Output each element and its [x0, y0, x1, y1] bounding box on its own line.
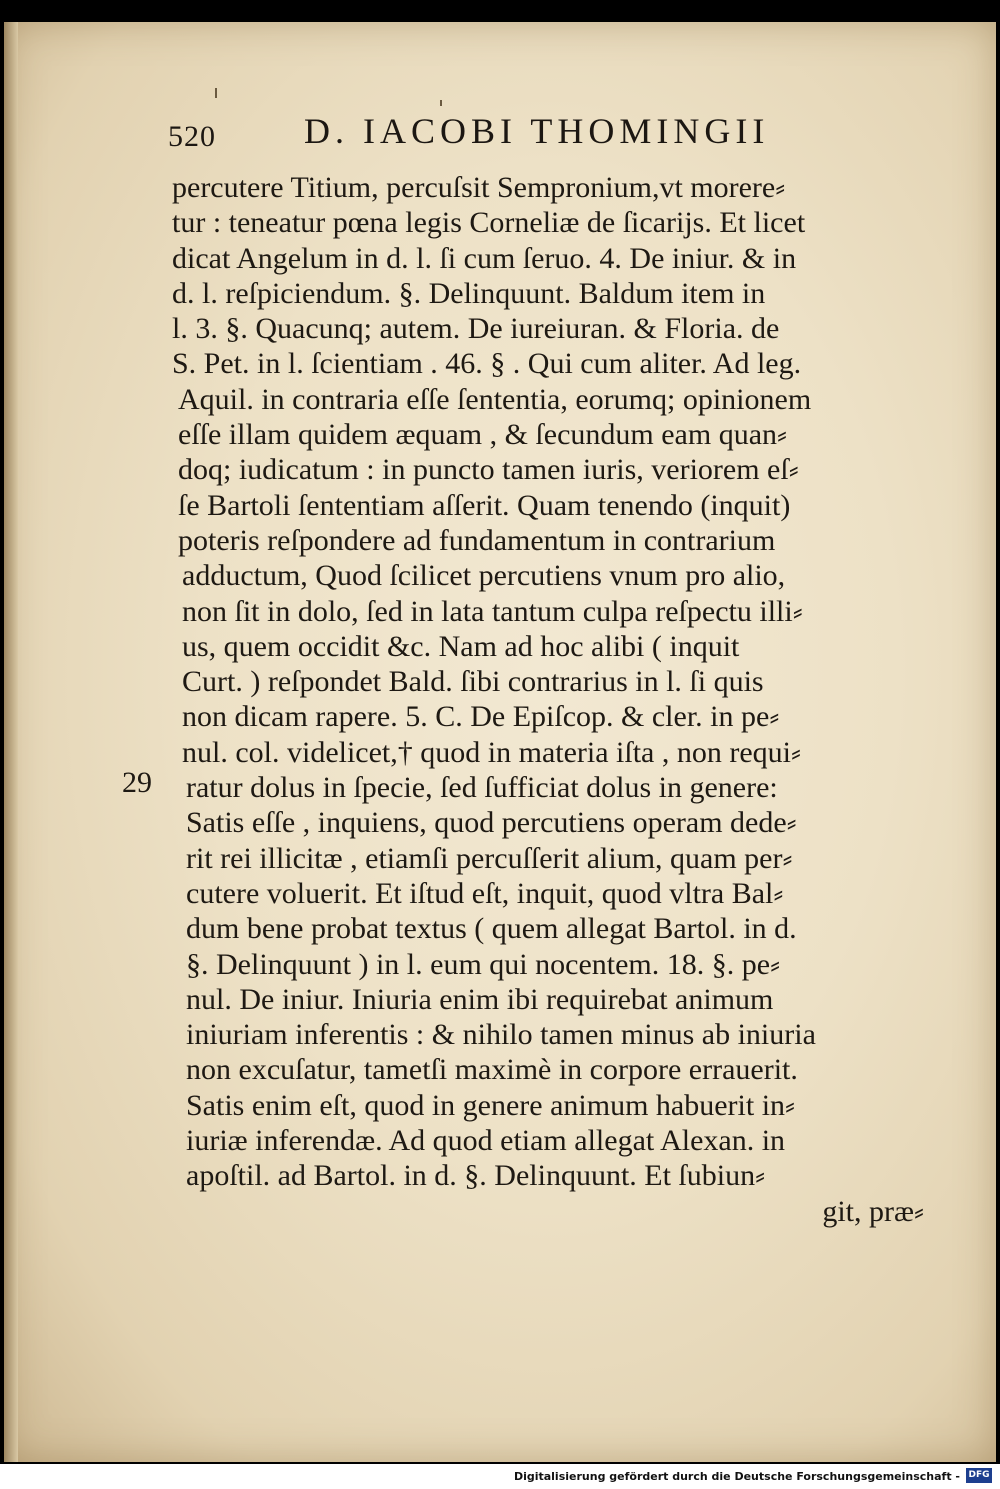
dfg-logo-icon: DFG — [966, 1468, 992, 1483]
text-line: dum bene probat textus ( quem allegat Bartol. in d. — [186, 912, 797, 946]
text-line: non ſit in dolo, ſed in lata tantum culpa reſpectu illi⸗ — [182, 594, 803, 628]
page-gutter — [4, 22, 18, 1462]
text-line: tur : teneatur pœna legis Corneliæ de ſicarijs. Et licet — [172, 206, 806, 240]
catchword: git, præ⸗ — [822, 1194, 924, 1228]
text-line: dicat Angelum in d. l. ſi cum ſeruo. 4. De iniur. & in — [172, 241, 797, 275]
text-line: ratur dolus in ſpecie, ſed ſufficiat dolus in genere: — [186, 771, 778, 805]
text-line: d. l. reſpiciendum. §. Delinquunt. Baldum item in — [172, 276, 766, 310]
page-header — [164, 110, 924, 156]
text-line: §. Delinquunt ) in l. eum qui nocentem. 18. §. pe⸗ — [186, 947, 781, 981]
text-line: ſe Bartoli ſententiam aſſerit. Quam tenendo (inquit) — [178, 488, 791, 522]
main-text-block — [170, 170, 930, 1229]
text-line: iuriæ inferendæ. Ad quod etiam allegat Alexan. in — [186, 1124, 786, 1158]
text-line: Curt. ) reſpondet Bald. ſibi contrarius in l. ſi quis — [182, 665, 764, 699]
text-line: Satis enim eſt, quod in genere animum habuerit in⸗ — [186, 1088, 796, 1122]
running-head: D. IACOBI THOMINGII — [304, 111, 770, 151]
margin-section-number: 29 — [122, 766, 152, 799]
text-line: poteris reſpondere ad fundamentum in contrarium — [178, 523, 776, 557]
text-line: apoſtil. ad Bartol. in d. §. Delinquunt. Et ſubiun⸗ — [186, 1159, 766, 1193]
text-line: us, quem occidit &c. Nam ad hoc alibi ( inquit — [182, 629, 740, 663]
page-number: 520 — [168, 120, 216, 153]
text-line: Satis eſſe , inquiens, quod percutiens operam dede⸗ — [186, 806, 797, 840]
text-line: Aquil. in contraria eſſe ſententia, eorumq; opinionem — [178, 382, 812, 416]
digitization-footer — [0, 1464, 1000, 1489]
text-line: nul. col. videlicet,† quod in materia iſta , non requi⸗ — [182, 735, 801, 769]
ink-mark — [440, 100, 442, 106]
text-line: eſſe illam quidem æquam , & ſecundum eam quan⸗ — [178, 418, 788, 452]
text-line: nul. De iniur. Iniuria enim ibi requirebat animum — [186, 982, 774, 1016]
book-page — [4, 22, 996, 1462]
text-line: rit rei illicitæ , etiamſi percuſſerit alium, quam per⸗ — [186, 841, 793, 875]
text-line: cutere voluerit. Et iſtud eſt, inquit, quod vltra Bal⸗ — [186, 876, 784, 910]
text-line: non excuſatur, tametſi maximè in corpore errauerit. — [186, 1053, 798, 1087]
text-line: l. 3. §. Quacunq; autem. De iureiuran. & Floria. de — [172, 312, 780, 346]
scanned-page-frame — [0, 20, 1000, 1464]
text-line: percutere Titium, percuſsit Sempronium,vt morere⸗ — [172, 171, 786, 204]
funding-credit: Digitalisierung gefördert durch die Deutsche Forschungsgemeinschaft - — [513, 1470, 960, 1483]
text-line: S. Pet. in l. ſcientiam . 46. § . Qui cum aliter. Ad leg. — [172, 347, 802, 381]
text-line: doq; iudicatum : in puncto tamen iuris, veriorem eſ⸗ — [178, 453, 799, 487]
text-line: adductum, Quod ſcilicet percutiens vnum pro alio, — [182, 559, 786, 593]
ink-mark — [215, 88, 217, 98]
text-line: iniuriam inferentis : & nihilo tamen minus ab iniuria — [186, 1018, 816, 1052]
text-line: non dicam rapere. 5. C. De Epiſcop. & cler. in pe⸗ — [182, 700, 780, 734]
